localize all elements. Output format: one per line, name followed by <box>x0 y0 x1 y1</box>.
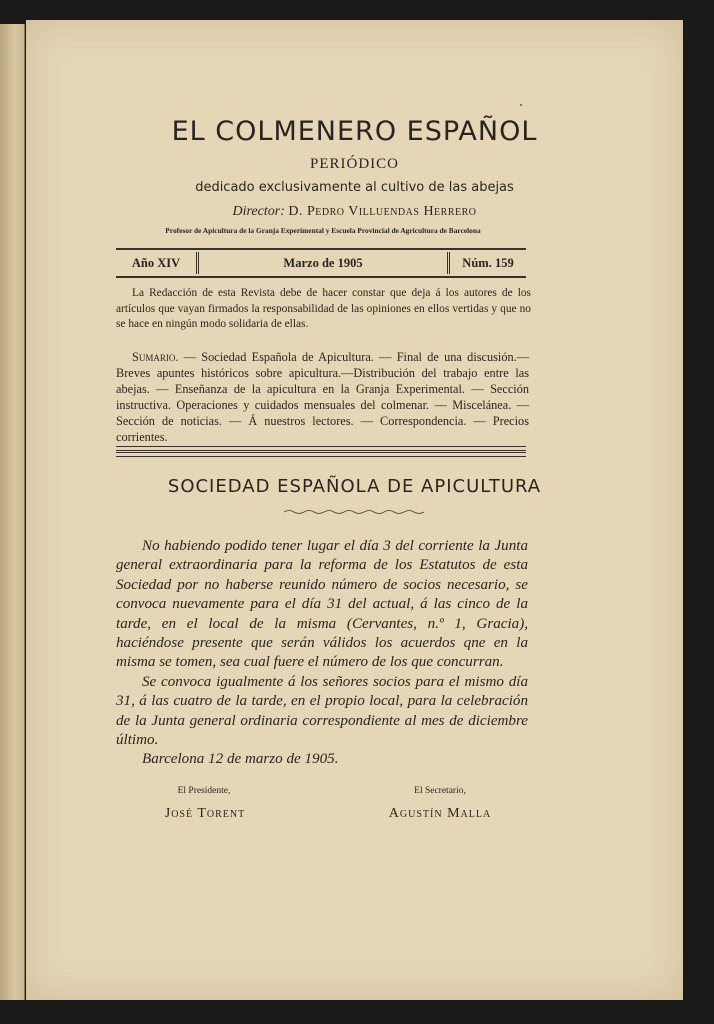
document-page <box>26 20 683 1000</box>
director-name: D. Pedro Villuendas Herrero <box>288 204 477 219</box>
issue-year: Año XIV <box>116 252 199 274</box>
editorial-notice: La Redacción de esta Revista debe de hacer constar que deja á los autores de los artículos que vayan firmados la responsabilidad de las opiniones en ellos vertidas y que no se hace en ningún modo solidaria de ellas. <box>116 287 531 330</box>
article-paragraph-2: Se convoca igualmente á los señores socios para el mismo día 31, á las cuatro de la tarde, en el propio local, para la celebración de la Junta general ordinaria correspondiente al mes de diciembre último. <box>116 673 528 749</box>
article-body <box>116 537 528 770</box>
adjacent-page-edge <box>0 24 25 1000</box>
president-name: José Torent <box>164 806 246 821</box>
publication-subtitle: PERIÓDICO <box>309 156 399 172</box>
secretary-label: El Secretario, <box>414 786 466 796</box>
section-divider-2 <box>116 452 526 457</box>
publication-title: EL COLMENERO ESPAÑOL <box>171 116 538 147</box>
summary-text: — Sociedad Española de Apicultura. — Final de una discusión.—Breves apuntes históricos sobre apicultura.—Distribución del trabajo entre las abejas. — Enseñanza de la apicultura en la Granja Experimental. — Sección instructiva. Operaciones y cuidados mensuales del colmenar. — Miscelánea. — Sección de noticias. — Á nuestros lectores. — Correspondencia. — Precios corrientes. <box>116 350 529 444</box>
director-role: Profesor de Apicultura de la Granja Experimental y Escuela Provincial de Agricultura de Barcelona <box>165 226 481 235</box>
article-title: SOCIEDAD ESPAÑOLA DE APICULTURA <box>167 476 542 497</box>
table-of-contents <box>116 349 529 445</box>
article-date-line: Barcelona 12 de marzo de 1905. <box>142 751 339 768</box>
publication-tagline: dedicado exclusivamente al cultivo de las abejas <box>195 180 514 195</box>
director-line <box>26 204 683 220</box>
director-label: Director: <box>232 204 285 219</box>
secretary-name: Agustín Malla <box>388 806 492 821</box>
issue-number: Núm. 159 <box>462 255 514 270</box>
ornament-divider <box>284 508 424 516</box>
article-paragraph-1: No habiendo podido tener lugar el día 3 del corriente la Junta general extraordinaria para la reforma de los Estatutos de esta Sociedad por no haberse reunido número de socios necesario, se convoca nuevamente para el día 31 del actual, á las cinco de la tarde, en el local de la misma (Cervantes, n.º 1, Gracia), haciéndose presente que serán válidos los acuerdos qne en la misma se tomen, sea cual fuere el número de los que concurran. <box>116 538 528 671</box>
issue-date: Marzo de 1905 <box>199 252 450 274</box>
section-divider <box>116 446 526 451</box>
print-speck <box>520 104 522 106</box>
president-label: El Presidente, <box>177 786 231 796</box>
header-rule-top <box>116 248 526 250</box>
summary-label: Sumario. <box>132 350 179 364</box>
issue-info-bar <box>116 252 526 274</box>
header-rule-bottom <box>116 276 526 278</box>
